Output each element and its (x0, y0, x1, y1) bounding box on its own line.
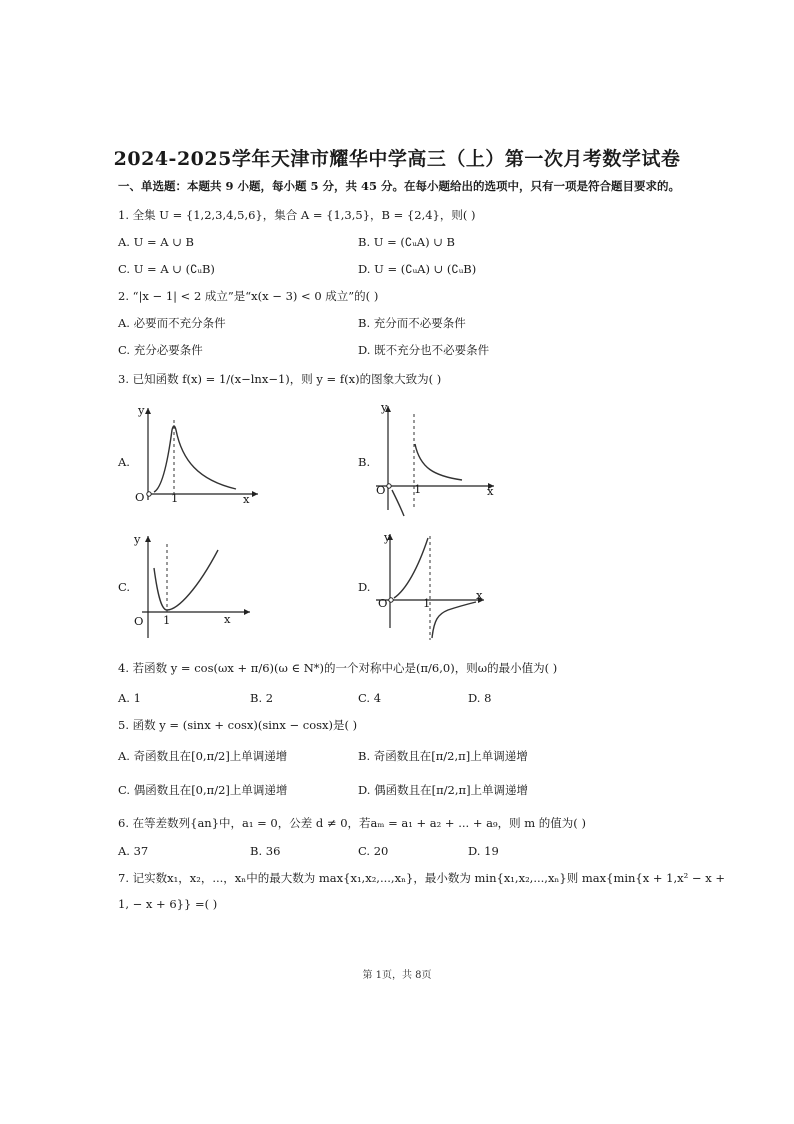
graph-b-origin: O (376, 483, 386, 497)
graph-d-x-label: x (476, 588, 483, 602)
graph-c-one: 1 (163, 613, 171, 627)
graph-b-one: 1 (414, 482, 422, 496)
graph-c (128, 528, 258, 640)
question-5-option-c: C. 偶函数且在[0,π/2]上单调递增 (118, 783, 288, 797)
question-2-option-a: A. 必要而不充分条件 (118, 316, 226, 330)
graph-d-y-label: y (384, 530, 391, 544)
graph-d-one: 1 (423, 596, 431, 610)
page-footer: 第 1页，共 8页 (362, 970, 432, 981)
question-1-stem: 1. 全集 U = {1,2,3,4,5,6}，集合 A = {1,3,5}，B = {2,4}，则( ) (118, 208, 476, 222)
question-5-stem: 5. 函数 y = (sinx + cosx)(sinx − cosx)是( ) (118, 718, 358, 732)
question-6-option-b: B. 36 (250, 844, 281, 858)
graph-a-one: 1 (171, 491, 179, 505)
question-2-option-c: C. 充分必要条件 (118, 343, 203, 357)
question-5-option-d: D. 偶函数且在[π/2,π]上单调递增 (358, 783, 529, 797)
question-2-option-d: D. 既不充分也不必要条件 (358, 343, 490, 357)
graph-a-x-label: x (243, 492, 250, 506)
graph-b-label: B. (358, 455, 371, 469)
question-4-option-a: A. 1 (118, 691, 141, 705)
graph-a-y-label: y (138, 403, 145, 417)
graph-b (370, 398, 500, 523)
question-4-stem: 4. 若函数 y = cos(ωx + π/6)(ω ∈ N*)的一个对称中心是(π/6,0)，则ω的最小值为( ) (118, 661, 558, 675)
question-1-option-c: C. U = A ∪ (∁ᵤB) (118, 262, 215, 276)
graph-c-label: C. (118, 580, 131, 594)
graph-c-y-label: y (134, 532, 141, 546)
question-7-stem-line-1: 7. 记实数x₁，x₂，...，xₙ中的最大数为 max{x₁,x₂,...,xₙ}，最小数为 min{x₁,x₂,...,xₙ}则 max{min{x + 1,x² − x + (118, 871, 725, 885)
question-4-option-d: D. 8 (468, 691, 492, 705)
question-2-option-b: B. 充分而不必要条件 (358, 316, 466, 330)
graph-c-x-label: x (224, 612, 231, 626)
question-5-option-b: B. 奇函数且在[π/2,π]上单调递增 (358, 749, 528, 763)
question-4-option-b: B. 2 (250, 691, 274, 705)
graph-d-label: D. (358, 580, 371, 594)
question-6-option-d: D. 19 (468, 844, 499, 858)
question-6-stem: 6. 在等差数列{an}中，a₁ = 0，公差 d ≠ 0，若aₘ = a₁ + a₂ + ... + a₉，则 m 的值为( ) (118, 816, 586, 830)
question-5-option-a: A. 奇函数且在[0,π/2]上单调递增 (118, 749, 288, 763)
graph-a-label: A. (118, 455, 130, 469)
question-6-option-a: A. 37 (118, 844, 149, 858)
question-1-option-a: A. U = A ∪ B (118, 235, 194, 249)
section-heading: 一、单选题：本题共 9 小题，每小题 5 分，共 45 分。在每小题给出的选项中，只有一项是符合题目要求的。 (118, 179, 681, 193)
question-1-option-b: B. U = (∁ᵤA) ∪ B (358, 235, 455, 249)
question-2-stem: 2. “|x − 1| < 2 成立”是“x(x − 3) < 0 成立”的( ) (118, 289, 379, 303)
question-3-stem: 3. 已知函数 f(x) = 1/(x−lnx−1)，则 y = f(x)的图象大致为( ) (118, 372, 442, 386)
graph-a-origin: O (135, 490, 145, 504)
page-title: 2024-2025学年天津市耀华中学高三（上）第一次月考数学试卷 (113, 148, 681, 170)
question-4-option-c: C. 4 (358, 691, 382, 705)
graph-b-y-label: y (381, 400, 388, 414)
graph-d-origin: O (378, 596, 388, 610)
graph-b-x-label: x (487, 484, 494, 498)
question-7-stem-line-2: 1, − x + 6}} =( ) (118, 897, 218, 911)
graph-d (372, 528, 492, 643)
question-1-option-d: D. U = (∁ᵤA) ∪ (∁ᵤB) (358, 262, 477, 276)
question-6-option-c: C. 20 (358, 844, 389, 858)
graph-c-origin: O (134, 614, 144, 628)
